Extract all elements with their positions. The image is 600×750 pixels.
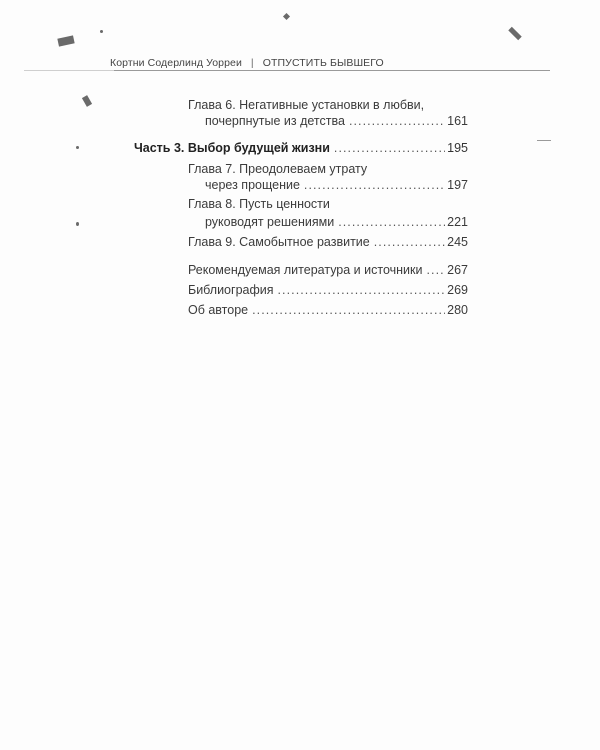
scan-speck xyxy=(76,146,79,149)
toc-ch6-page: 161 xyxy=(447,114,468,128)
toc-entry-ch9 xyxy=(188,235,468,249)
toc-entry-ch8 xyxy=(205,215,468,229)
toc-ch7-page: 197 xyxy=(447,178,468,192)
toc-part3-label: Часть 3. Выбор будущей жизни xyxy=(134,141,330,155)
toc-ch8-line1: Глава 8. Пусть ценности xyxy=(188,197,330,211)
dot-leader xyxy=(338,215,445,229)
toc-entry-ch7 xyxy=(205,178,468,192)
toc-ch9-label: Глава 9. Самобытное развитие xyxy=(188,235,370,249)
toc-entry-ch6 xyxy=(205,114,468,128)
toc-reading-page: 267 xyxy=(447,263,468,277)
header-book-title: ОТПУСТИТЬ БЫВШЕГО xyxy=(262,57,384,69)
toc-ch9-page: 245 xyxy=(447,235,468,249)
dot-leader xyxy=(304,178,445,192)
toc-author-label: Об авторе xyxy=(188,303,249,317)
toc-ch7-line2: через прощение xyxy=(205,178,300,192)
toc-entry-bibliography xyxy=(188,283,468,297)
toc-ch8-line2: руководят решениями xyxy=(205,215,335,229)
dot-leader xyxy=(349,114,445,128)
scan-speck xyxy=(76,222,79,226)
toc-entry-reading xyxy=(188,263,468,277)
dot-leader xyxy=(334,141,445,155)
header-author: Кортни Содерлинд Уорреи xyxy=(110,57,242,69)
toc-ch6-line2: почерпнутые из детства xyxy=(205,114,345,128)
toc-biblio-label: Библиография xyxy=(188,283,274,297)
toc-ch8-page: 221 xyxy=(447,215,468,229)
dot-leader xyxy=(374,235,445,249)
toc-biblio-page: 269 xyxy=(447,283,468,297)
toc-reading-label: Рекомендуемая литература и источники xyxy=(188,263,423,277)
toc-ch6-line1: Глава 6. Негативные установки в любви, xyxy=(188,98,425,112)
toc-author-page: 280 xyxy=(447,303,468,317)
toc-ch7-line1: Глава 7. Преодолеваем утрату xyxy=(188,162,368,176)
toc-entry-about-author xyxy=(188,303,468,317)
toc-part3-page: 195 xyxy=(447,141,468,155)
header-separator: | xyxy=(250,57,254,69)
scan-speck xyxy=(537,140,551,141)
toc-entry-part3 xyxy=(134,141,468,155)
dot-leader xyxy=(278,283,446,297)
dot-leader xyxy=(252,303,445,317)
scan-speck xyxy=(100,30,103,33)
dot-leader xyxy=(427,263,446,277)
